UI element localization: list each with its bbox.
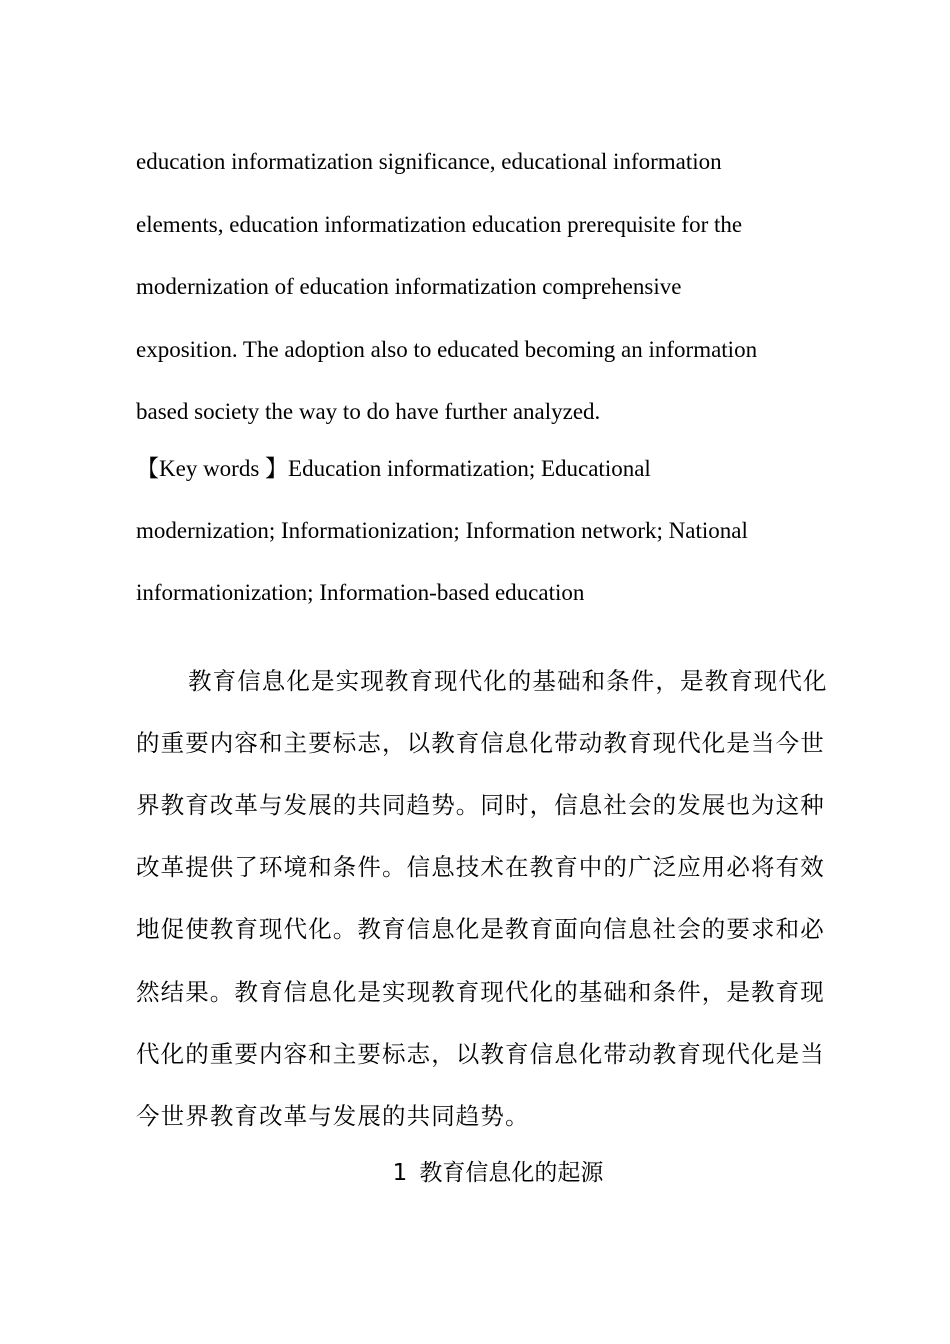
section-title: 教育信息化的起源 <box>419 1160 604 1186</box>
body-paragraph-line: 地促使教育现代化。教育信息化是教育面向信息社会的要求和必 <box>136 915 825 943</box>
body-paragraph-line: 的重要内容和主要标志，以教育信息化带动教育现代化是当今世 <box>136 729 825 757</box>
abstract-line: education informatization significance, educational information <box>136 149 722 174</box>
abstract-line: elements, education informatization education prerequisite for the <box>136 212 743 237</box>
abstract-line: exposition. The adoption also to educated becoming an information <box>136 337 758 362</box>
section-heading <box>0 1158 950 1188</box>
body-paragraph-line: 代化的重要内容和主要标志，以教育信息化带动教育现代化是当 <box>136 1040 825 1068</box>
keywords-line: modernization; Informationization; Information network; National <box>136 518 748 543</box>
body-paragraph-line: 然结果。教育信息化是实现教育现代化的基础和条件，是教育现 <box>136 978 825 1006</box>
body-paragraph-line: 今世界教育改革与发展的共同趋势。 <box>136 1102 530 1130</box>
body-paragraph-line: 教育信息化是实现教育现代化的基础和条件，是教育现代化 <box>188 667 828 695</box>
section-number: 1 <box>392 1160 408 1186</box>
abstract-line: modernization of education informatization comprehensive <box>136 274 682 299</box>
keywords-line: informationization; Information-based education <box>136 580 585 605</box>
abstract-line: based society the way to do have further analyzed. <box>136 399 601 424</box>
keywords-line: 【Key words 】Education informatization; Educational <box>136 456 651 481</box>
body-paragraph-line: 界教育改革与发展的共同趋势。同时，信息社会的发展也为这种 <box>136 791 825 819</box>
body-paragraph-line: 改革提供了环境和条件。信息技术在教育中的广泛应用必将有效 <box>136 853 825 881</box>
